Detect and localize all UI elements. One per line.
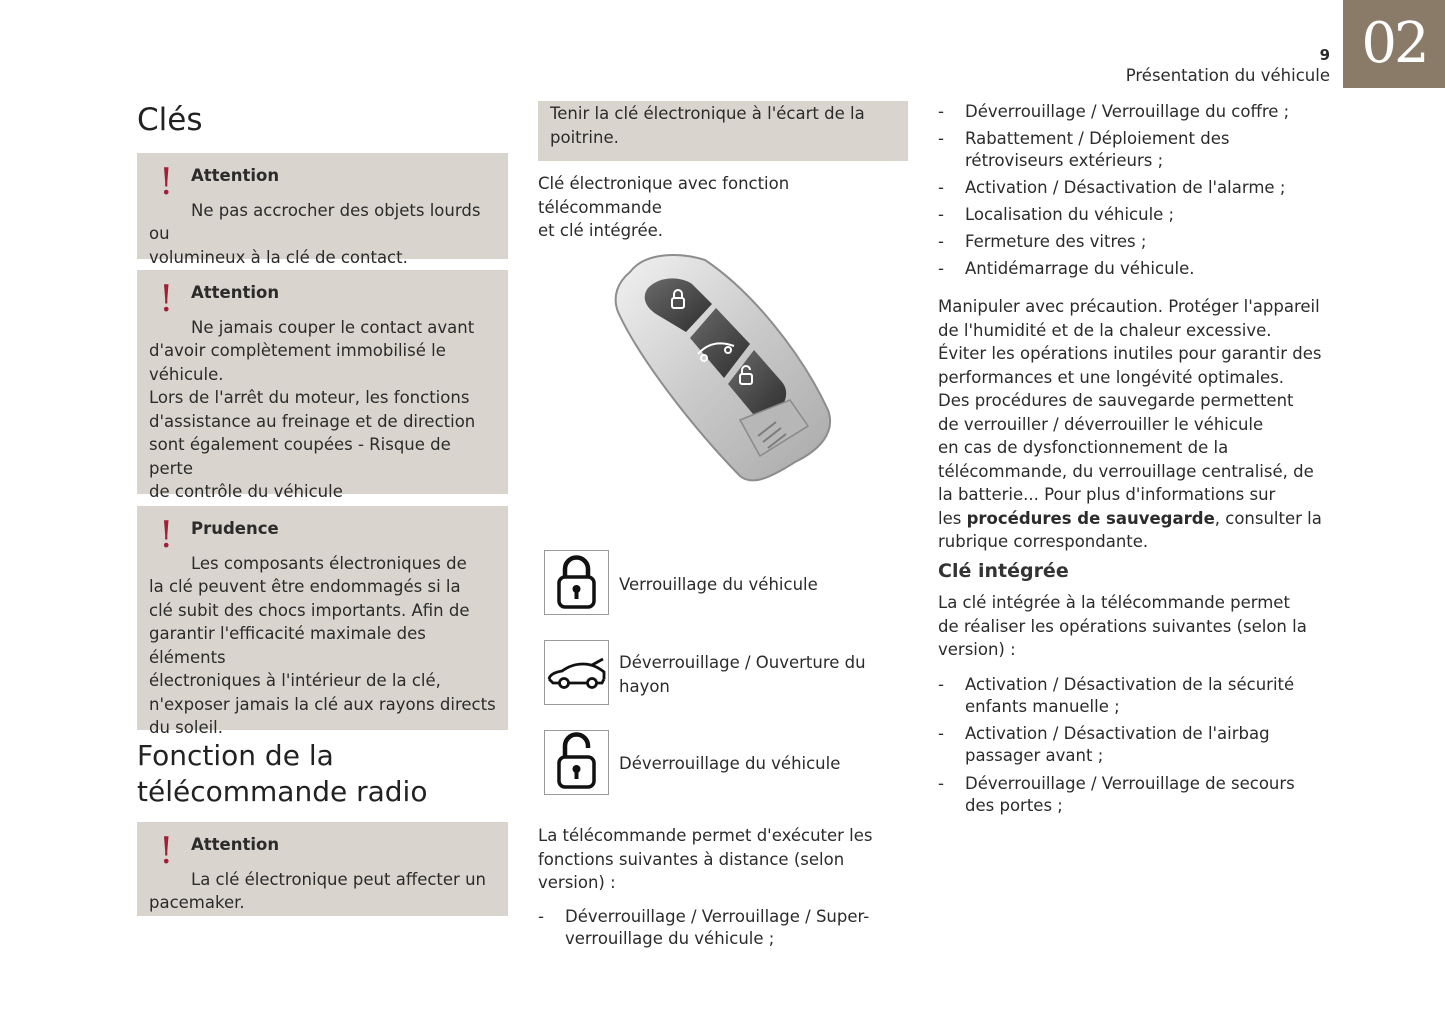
icon-label-deverrouillage: Déverrouillage du véhicule <box>619 754 841 773</box>
list-item: - Activation / Désactivation de la sécurité enfants manuelle ; <box>938 674 1318 718</box>
warning-title: Attention <box>191 283 280 302</box>
car-tailgate-icon <box>544 640 609 705</box>
key-intro-text: Clé électronique avec fonction télécommande et clé intégrée. <box>538 174 790 240</box>
warning-box-1 <box>137 153 508 267</box>
list-item: - Rabattement / Déploiement des rétroviseurs extérieurs ; <box>938 128 1318 172</box>
backup-procedures-term: procédures de sauvegarde <box>966 508 1215 528</box>
chapter-tab: 02 <box>1343 0 1445 88</box>
warning-title: Attention <box>191 835 280 854</box>
heading-fonction-telecommande: Fonction de la télécommande radio <box>137 739 428 808</box>
warning-text: Ne pas accrocher des objets lourds ou volumineux à la clé de contact. <box>149 200 481 267</box>
heading-cle-integree: Clé intégrée <box>938 560 1069 582</box>
caution-text: Les composants électroniques de la clé peuvent être endommagés si la clé subit des chocs importants. Afin de garantir l'efficacité maximale des éléments électroniques à l'intérieur de la clé, n'exposer jamais la clé aux rayons directs du soleil. <box>149 553 496 737</box>
integrated-key-text: La clé intégrée à la télécommande permet de réaliser les opérations suivantes (selon la version) : <box>938 593 1307 659</box>
care-paragraph: Manipuler avec précaution. Protéger l'appareil de l'humidité et de la chaleur excessive. Éviter les opérations inutiles pour garantir des performances et une longévité optimales. Des procédures de sauvegarde permettent de verrouiller / déverrouiller le véhicule en cas de dysfonctionnement de la télécommande, du verrouillage centralisé, de la batterie... Pour plus d'informations sur les procédures de sauvegarde, consulter la rubrique correspondante. <box>938 297 1322 551</box>
remote-functions-list-continued <box>938 101 1318 280</box>
list-item: - Localisation du véhicule ; <box>938 204 1318 226</box>
remote-functions-list <box>538 906 913 950</box>
warning-text: La clé électronique peut affecter un pacemaker. <box>149 869 486 912</box>
integrated-key-list <box>938 674 1318 817</box>
exclamation-icon: ! <box>159 831 174 872</box>
section-title: Présentation du véhicule <box>1125 66 1330 85</box>
electronic-key-illustration <box>600 250 850 490</box>
list-item: - Déverrouillage / Verrouillage du coffre ; <box>938 101 1318 123</box>
warning-title: Attention <box>191 166 280 185</box>
caution-box <box>137 506 508 737</box>
list-item: - Antidémarrage du véhicule. <box>938 258 1318 280</box>
warning-text: Ne jamais couper le contact avant d'avoir complètement immobilisé le véhicule. Lors de l'arrêt du moteur, les fonctions d'assistance au freinage et de direction sont également coupées - Risque de perte de contrôle du véhicule <box>149 317 476 501</box>
heading-cles: Clés <box>137 102 203 138</box>
list-item: - Fermeture des vitres ; <box>938 231 1318 253</box>
icon-label-hayon: Déverrouillage / Ouverture du hayon <box>619 653 866 696</box>
list-item: - Activation / Désactivation de l'alarme ; <box>938 177 1318 199</box>
warning-box-4 <box>137 822 508 916</box>
padlock-open-icon <box>544 730 609 795</box>
icon-label-verrouillage: Verrouillage du véhicule <box>619 575 818 594</box>
list-item: - Déverrouillage / Verrouillage de secours des portes ; <box>938 773 1318 817</box>
exclamation-icon: ! <box>159 515 174 556</box>
list-item: - Déverrouillage / Verrouillage / Super- verrouillage du véhicule ; <box>538 906 913 950</box>
warning-box-2 <box>137 270 508 501</box>
remote-functions-text: La télécommande permet d'exécuter les fonctions suivantes à distance (selon version) : <box>538 826 873 892</box>
page-number: 9 <box>1319 46 1330 64</box>
caution-title: Prudence <box>191 519 279 538</box>
padlock-closed-icon <box>544 550 609 615</box>
exclamation-icon: ! <box>159 279 174 320</box>
exclamation-icon: ! <box>159 162 174 203</box>
tip-box: Tenir la clé électronique à l'écart de la poitrine. <box>538 101 908 161</box>
list-item: - Activation / Désactivation de l'airbag passager avant ; <box>938 723 1318 767</box>
